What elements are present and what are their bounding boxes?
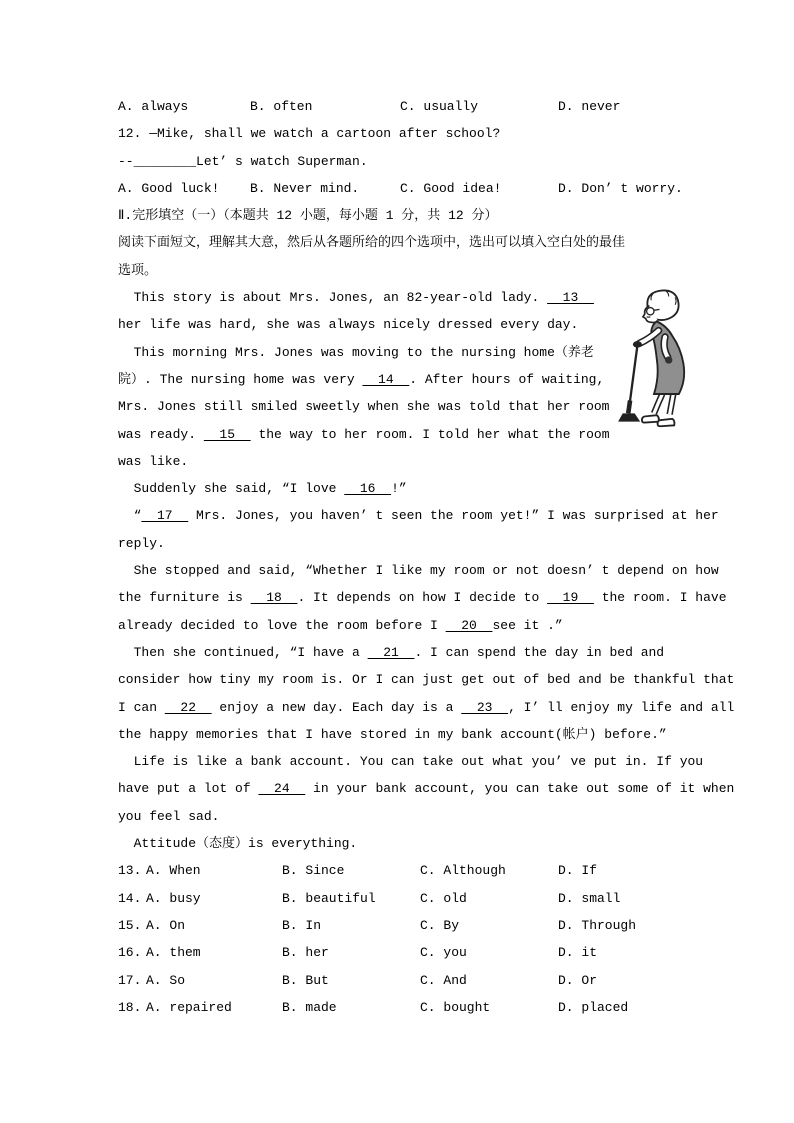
blank-20: 20 (445, 617, 493, 633)
old-lady-illustration (608, 286, 700, 434)
section-instructions (118, 229, 718, 284)
question-number: 18. (118, 999, 142, 1015)
option-item: B. her (282, 945, 329, 961)
hand-on-cane (633, 341, 642, 347)
instruction-line: 阅读下面短文，理解其大意，然后从各题所给的四个选项中，选出可以填入空白处的最佳 (118, 235, 626, 251)
option-item: B. Never mind. (250, 180, 360, 196)
option-item: B. made (282, 999, 337, 1015)
option-item: B. Since (282, 863, 345, 879)
option-item: C. usually (400, 99, 479, 114)
question-row-15 (118, 912, 718, 939)
question-number: 14. (118, 890, 142, 906)
option-item: D. Through (558, 917, 637, 933)
passage-line: the furniture is 18 . It depends on how I decide to 19 the room. I have (118, 590, 727, 606)
option-item: C. Good idea! (400, 180, 502, 196)
passage-line: her life was hard, she was always nicely dressed every day. (118, 317, 579, 333)
option-item: D. small (558, 890, 621, 906)
passage-line: Mrs. Jones still smiled sweetly when she was told that her room (118, 399, 610, 415)
passage-line: Then she continued, “I have a 21 . I can spend the day in bed and (118, 644, 665, 660)
option-item: D. Or (558, 972, 598, 988)
passage-line: This morning Mrs. Jones was moving to the nursing home（养老 (118, 344, 594, 360)
passage-line: 院）. The nursing home was very 14 . After hours of waiting, (118, 371, 605, 387)
option-item: B. But (282, 972, 329, 988)
option-item: A. them (146, 945, 201, 961)
option-item: C. bought (420, 999, 491, 1015)
option-item: A. When (146, 863, 201, 879)
passage-line: was ready. 15 the way to her room. I told her what the room (118, 426, 610, 442)
option-item: D. If (558, 863, 598, 879)
blank-14: 14 (362, 371, 410, 387)
passage-line: reply. (118, 535, 165, 551)
option-item: A. always (118, 99, 189, 114)
blank-21: 21 (367, 644, 415, 660)
option-item: D. it (558, 945, 598, 961)
question-number: 17. (118, 972, 142, 988)
question-row-17 (118, 967, 718, 994)
option-item: B. beautiful (282, 890, 376, 906)
section-title: Ⅱ.完形填空（一）（本题共 12 小题，每小题 1 分，共 12 分） (118, 208, 498, 224)
question-number: 13. (118, 863, 142, 879)
shoe-back (658, 419, 675, 426)
question-number: 16. (118, 945, 142, 961)
passage-line: the happy memories that I have stored in my bank account(帐户) before.” (118, 726, 667, 742)
passage-line: consider how tiny my room is. Or I can just get out of bed and be thankful that (118, 672, 735, 688)
passage-line: you feel sad. (118, 808, 220, 824)
option-item: C. you (420, 945, 467, 961)
option-item: D. never (558, 99, 621, 114)
passage-line: “ 17 Mrs. Jones, you haven’ t seen the room yet!” I was surprised at her (118, 508, 719, 524)
option-item: A. busy (146, 890, 201, 906)
blank-16: 16 (344, 481, 392, 497)
option-item: A. On (146, 917, 186, 933)
instruction-line: 选项。 (118, 262, 158, 278)
question-row-13 (118, 857, 718, 884)
option-item: C. old (420, 890, 467, 906)
hand-fist (665, 356, 672, 363)
passage-line: was like. (118, 453, 189, 469)
passage-line: I can 22 enjoy a new day. Each day is a 23 , I’ ll enjoy my life and all (118, 699, 735, 715)
cloze-questions (118, 857, 718, 1021)
question-row-14 (118, 885, 718, 912)
option-item: C. Although (420, 863, 506, 879)
question-row-16 (118, 939, 718, 966)
question-row-18 (118, 994, 718, 1021)
option-item: C. By (420, 917, 460, 933)
blank-17: 17 (141, 508, 189, 524)
option-item: A. So (146, 972, 186, 988)
option-item: D. placed (558, 999, 629, 1015)
blank-24: 24 (258, 781, 306, 797)
passage-line: Suddenly she said, “I love 16 !” (118, 481, 407, 497)
old-lady-drawing (608, 286, 700, 434)
blank-18: 18 (250, 590, 298, 606)
passage-line: She stopped and said, “Whether I like my room or not doesn’ t depend on how (118, 563, 719, 579)
option-item: A. Good luck! (118, 180, 220, 196)
q12-answer-line: --________Let’ s watch Superman. (118, 153, 368, 169)
cane-icon (618, 345, 640, 421)
q11-options-row (118, 93, 718, 120)
q12-options-row (118, 175, 718, 202)
q12-question: 12. —Mike, shall we watch a cartoon after school? (118, 126, 501, 142)
option-item: C. And (420, 972, 467, 988)
option-item: B. In (282, 917, 322, 933)
question-number: 15. (118, 917, 142, 933)
passage-line: This story is about Mrs. Jones, an 82-year-old lady. 13 (118, 290, 594, 306)
blank-23: 23 (461, 699, 509, 715)
passage-line: have put a lot of 24 in your bank account, you can take out some of it when (118, 781, 735, 797)
passage-line: already decided to love the room before I 20 see it .” (118, 617, 563, 633)
blank-15: 15 (203, 426, 251, 442)
option-item: A. repaired (146, 999, 232, 1015)
passage-line: Life is like a bank account. You can take out what you’ ve put in. If you (118, 754, 704, 770)
blank-19: 19 (547, 590, 594, 606)
exam-page-content (118, 93, 735, 1021)
shoe-front (642, 415, 659, 422)
blank-22: 22 (164, 699, 212, 715)
passage-line: Attitude（态度）is everything. (118, 836, 358, 852)
option-item: D. Don’ t worry. (558, 180, 683, 196)
option-item: B. often (250, 99, 313, 114)
blank-13: 13 (547, 290, 594, 306)
